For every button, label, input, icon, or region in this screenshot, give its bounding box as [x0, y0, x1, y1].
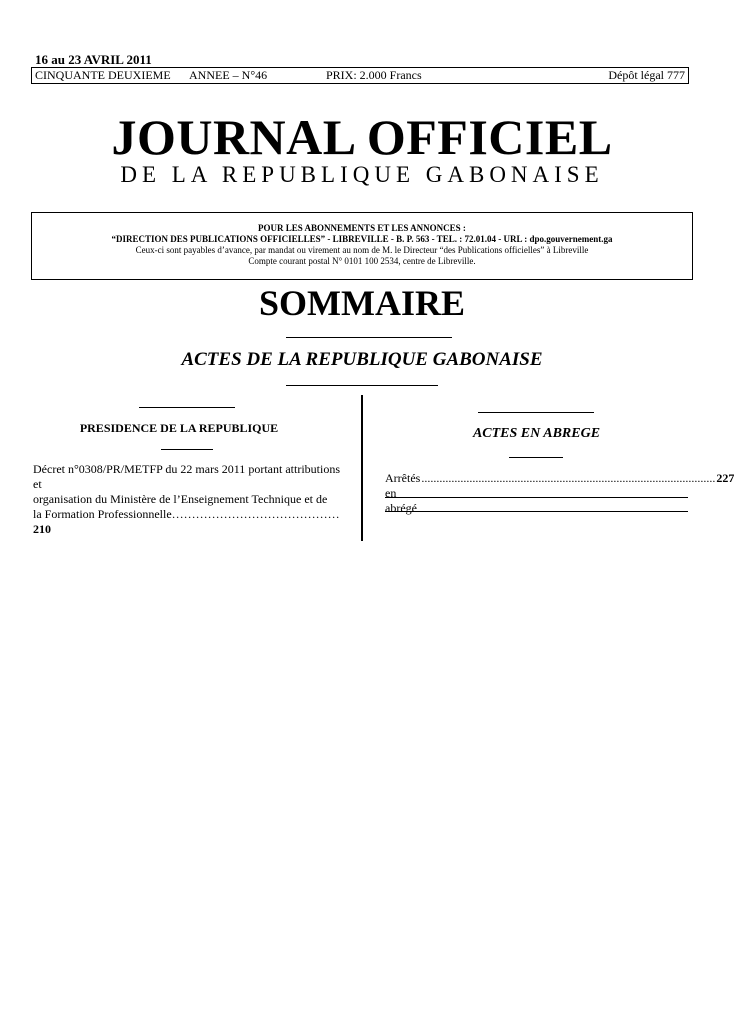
blank-entry-line-1	[385, 497, 688, 498]
sommaire-title: SOMMAIRE	[259, 283, 465, 323]
blank-entry-line-2	[385, 511, 688, 512]
journal-subtitle: DE LA REPUBLIQUE GABONAISE	[120, 162, 604, 187]
subscription-address: “DIRECTION DES PUBLICATIONS OFFICIELLES” - LIBREVILLE - B. P. 563 - TEL. : 72.01.04 - URL : dpo.gouvernement.ga	[111, 234, 613, 244]
decret-line-3	[33, 507, 340, 537]
sommaire-divider	[286, 337, 452, 338]
annee-label: ANNEE – N°46	[189, 68, 268, 82]
arretes-entry	[385, 471, 734, 516]
decret-line-2: organisation du Ministère de l’Enseignement Technique et de	[33, 492, 328, 506]
subscription-payment: Ceux-ci sont payables d’avance, par mandat ou virement au nom de M. le Directeur “des Publications officielles” à Libreville	[135, 245, 589, 255]
section-title: ACTES DE LA REPUBLIQUE GABONAISE	[181, 349, 543, 370]
price-label: PRIX: 2.000 Francs	[326, 68, 422, 82]
arretes-page-number: 227	[716, 471, 734, 485]
edition-label: CINQUANTE DEUXIEME	[35, 68, 171, 82]
column-separator	[361, 395, 363, 541]
decret-line-1: Décret n°0308/PR/METFP du 22 mars 2011 portant attributions et	[33, 462, 340, 491]
section-divider	[286, 385, 438, 386]
actes-abrege-heading: ACTES EN ABREGE	[472, 426, 601, 441]
decret-entry	[33, 462, 340, 537]
arretes-leader-dots: ..................................................................................................	[421, 471, 716, 485]
decret-page-number: 210	[33, 522, 51, 536]
presidence-heading: PRESIDENCE DE LA REPUBLIQUE	[79, 421, 279, 435]
subscription-box	[31, 212, 693, 280]
decret-title-end: la Formation Professionnelle	[33, 507, 172, 521]
right-top-rule	[478, 412, 594, 413]
decret-leader-dots: ……………………………………	[171, 507, 340, 521]
arretes-label: Arrêtés en abrégé	[385, 471, 421, 515]
issue-info-bar	[31, 67, 689, 84]
left-top-rule	[139, 407, 235, 408]
subscription-account: Compte courant postal N° 0101 100 2534, centre de Libreville.	[248, 256, 476, 266]
issue-date: 16 au 23 AVRIL 2011	[35, 52, 152, 67]
presidence-divider	[161, 449, 213, 450]
subscription-heading: POUR LES ABONNEMENTS ET LES ANNONCES :	[258, 223, 466, 233]
actes-abrege-divider	[509, 457, 563, 458]
depot-legal-label: Dépôt légal 777	[608, 68, 685, 82]
journal-title: JOURNAL OFFICIEL	[111, 109, 613, 165]
